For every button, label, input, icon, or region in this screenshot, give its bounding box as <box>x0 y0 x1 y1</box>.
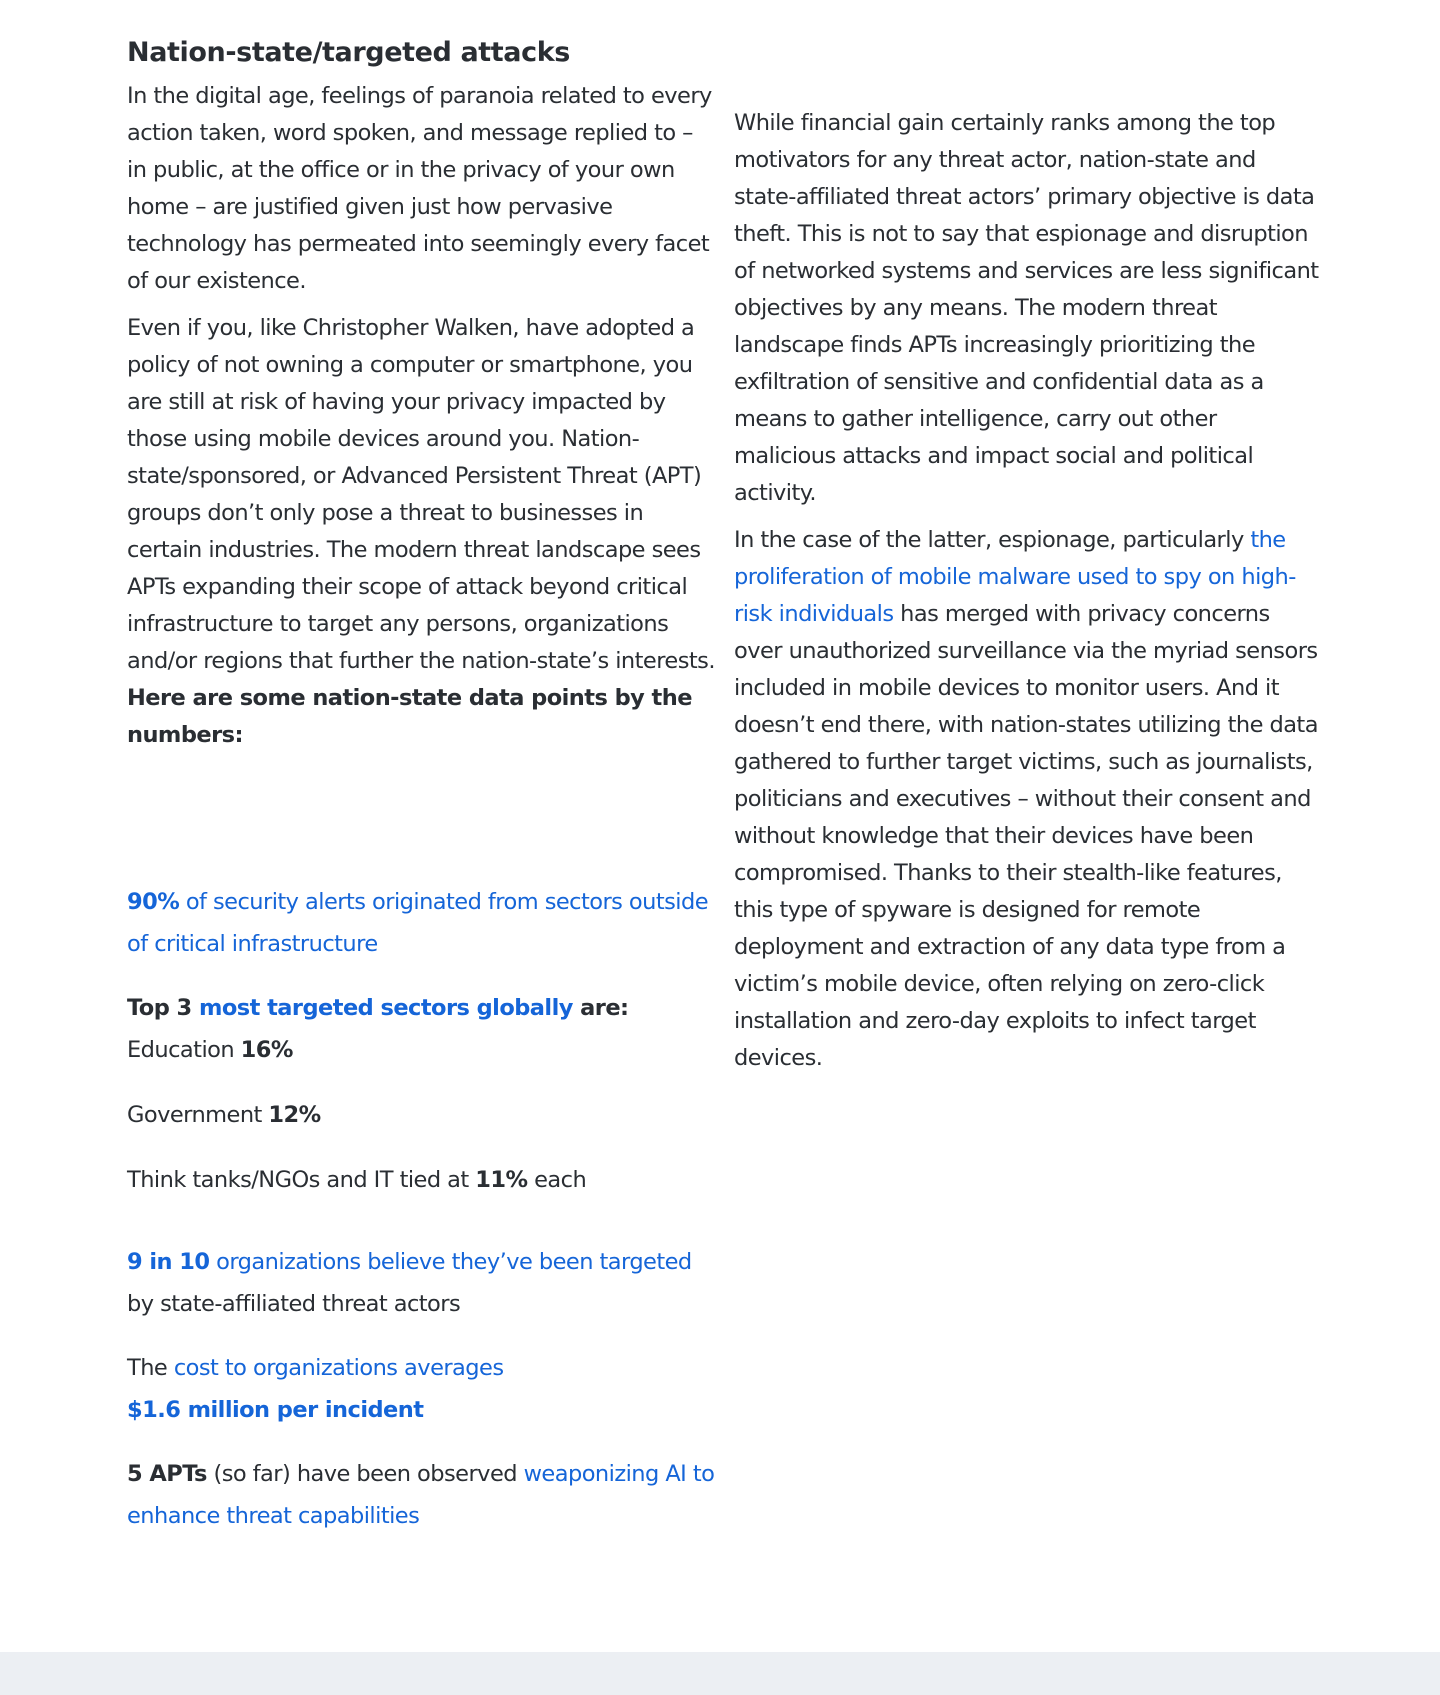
targeted-sectors-link[interactable]: most targeted sectors globally <box>198 995 573 1021</box>
apt-paragraph: Even if you, like Christopher Walken, have adopted a policy of not owning a computer or smartphone, you are still at risk of having your privacy impacted by those using mobile devices around you. Nation-state/sponsored, or Advanced Persistent Threat (APT) groups don’t only pose a threat to businesses in certain industries. The modern threat landscape sees APTs expanding their scope of attack beyond critical infrastructure to target any persons, organizations and/or regions that further the nation-state’s interests. <box>127 315 715 674</box>
footer-band <box>0 1652 1440 1695</box>
cost-link[interactable]: cost to organizations averages $1.6 million per incident <box>127 1355 504 1423</box>
weaponizing-ai-link[interactable]: weaponizing AI to enhance threat capabilities <box>127 1461 715 1529</box>
mobile-malware-link[interactable]: the proliferation of mobile malware used to spy on high-risk individuals <box>734 527 1296 627</box>
security-alerts-link[interactable]: 90% of security alerts originated from sectors outside of critical infrastructure <box>127 889 709 957</box>
organizations-targeted-link[interactable]: 9 in 10 organizations believe they’ve been targeted <box>127 1249 692 1275</box>
stat-apts-ai: 5 APTs (so far) have been observed weaponizing AI to enhance threat capabilities <box>127 1461 715 1529</box>
section-heading: Nation-state/targeted attacks <box>127 37 570 68</box>
stat-security-alerts <box>127 881 717 965</box>
stat-organizations-targeted: 9 in 10 organizations believe they’ve been targeted by state-affiliated threat actors <box>127 1249 692 1317</box>
stat-sector-think-tanks: Think tanks/NGOs and IT tied at 11% each <box>127 1167 587 1193</box>
stat-sector-government: Government 12% <box>127 1102 321 1128</box>
financial-gain-paragraph: While financial gain certainly ranks among the top motivators for any threat actor, nation-state and state-affiliated threat actors’ primary objective is data theft. This is not to say that espionage and disruption of networked systems and services are less significant objectives by any means. The modern threat landscape finds APTs increasingly prioritizing the exfiltration of sensitive and confidential data as a means to gather intelligence, carry out other malicious attacks and impact social and political activity. <box>734 110 1319 506</box>
espionage-paragraph: In the case of the latter, espionage, particularly the proliferation of mobile malware used to spy on high-risk individuals has merged with privacy concerns over unauthorized surveillance via the myriad sensors included in mobile devices to monitor users. And it doesn’t end there, with nation-states utilizing the data gathered to further target victims, such as journalists, politicians and executives – without their consent and without knowledge that their devices have been compromised. Thanks to their stealth-like features, this type of spyware is designed for remote deployment and extraction of any data type from a victim’s mobile device, often relying on zero-click installation and zero-day exploits to infect target devices. <box>734 527 1318 1071</box>
stat-cost-per-incident: The cost to organizations averages $1.6 million per incident <box>127 1355 504 1423</box>
left-column <box>127 30 717 1537</box>
numbers-intro: Here are some nation-state data points by the numbers: <box>127 685 692 748</box>
right-column <box>734 105 1324 1077</box>
stat-top-sectors: Top 3 most targeted sectors globally are: <box>127 995 629 1021</box>
stat-sector-education: Education 16% <box>127 1037 293 1063</box>
intro-paragraph: In the digital age, feelings of paranoia related to every action taken, word spoken, and message replied to – in public, at the office or in the privacy of your own home – are justified given just how pervasive technology has permeated into seemingly every facet of our existence. <box>127 83 712 294</box>
